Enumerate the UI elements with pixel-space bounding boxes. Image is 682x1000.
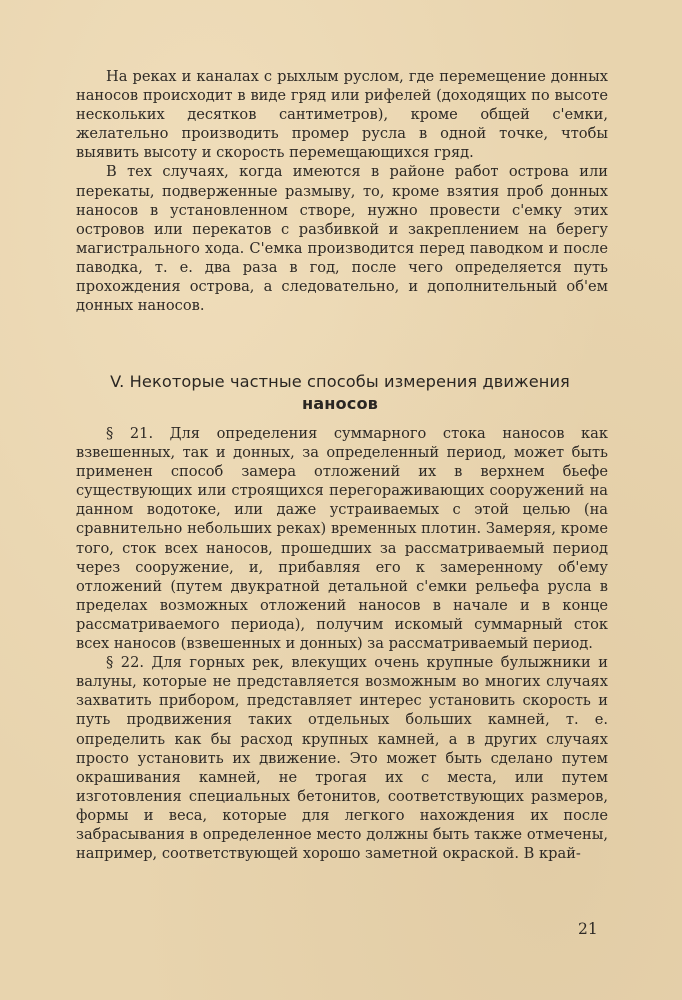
section-heading-line2: наносов	[301, 394, 379, 413]
paragraph-section-22: § 22. Для горных рек, влекущих очень крупные булыжники и валуны, которые не представляется возможным во многих случаях захватить прибором, представляет интерес установить скорость и путь продвижения таких отдельных больших камней, т. е. определить как бы расход крупных камней, а в других случаях просто установить их движение. Это может быть сделано путем окрашивания камней, не трогая их с места, или путем изготовления специальных бетонитов, соответствующих размеров, формы и веса, которые для легкого нахождения их после забрасывания в определенное место должны быть также отмечены, например, соответствующей хорошо заметной окраской. В край-	[76, 654, 608, 863]
body-text-block	[76, 424, 608, 863]
page-number: 21	[578, 920, 598, 938]
top-text-block	[76, 67, 608, 315]
section-heading	[60, 371, 620, 415]
paragraph-riverbed-survey: На реках и каналах с рыхлым руслом, где перемещение донных наносов происходит в виде гряд или рифелей (доходящих по высоте нескольких десятков сантиметров), кроме общей с'емки, желательно производить промер русла в одной точке, чтобы выявить высоту и скорость перемещающихся гряд.	[76, 68, 608, 162]
section-heading-line1: V. Некоторые частные способы измерения движения	[110, 372, 570, 391]
paragraph-section-21: § 21. Для определения суммарного стока наносов как взвешенных, так и донных, за определенный период, может быть применен способ замера отложений их в верхнем бьефе существующих или строящихся перегораживающих сооружений на данном водотоке, или даже устраиваемых с этой целью (на сравнительно небольших реках) временных плотин. Замеряя, кроме того, сток всех наносов, прошедших за рассматриваемый период через сооружение, и, прибавляя его к замеренному об'ему отложений (путем двукратной детальной с'емки рельефа русла в пределах возможных отложений наносов в начале и в конце рассматриваемого периода), получим искомый суммарный сток всех наносов (взвешенных и донных) за рассматриваемый период.	[76, 425, 608, 653]
paragraph-islands-survey: В тех случаях, когда имеются в районе работ острова или перекаты, подверженные размыву, то, кроме взятия проб донных наносов в установленном створе, нужно провести с'емку этих островов или перекатов с разбивкой и закреплением на берегу магистрального хода. С'емка производится перед паводком и после паводка, т. е. два раза в год, после чего определяется путь прохождения острова, а следовательно, и дополнительный об'ем донных наносов.	[76, 163, 608, 315]
